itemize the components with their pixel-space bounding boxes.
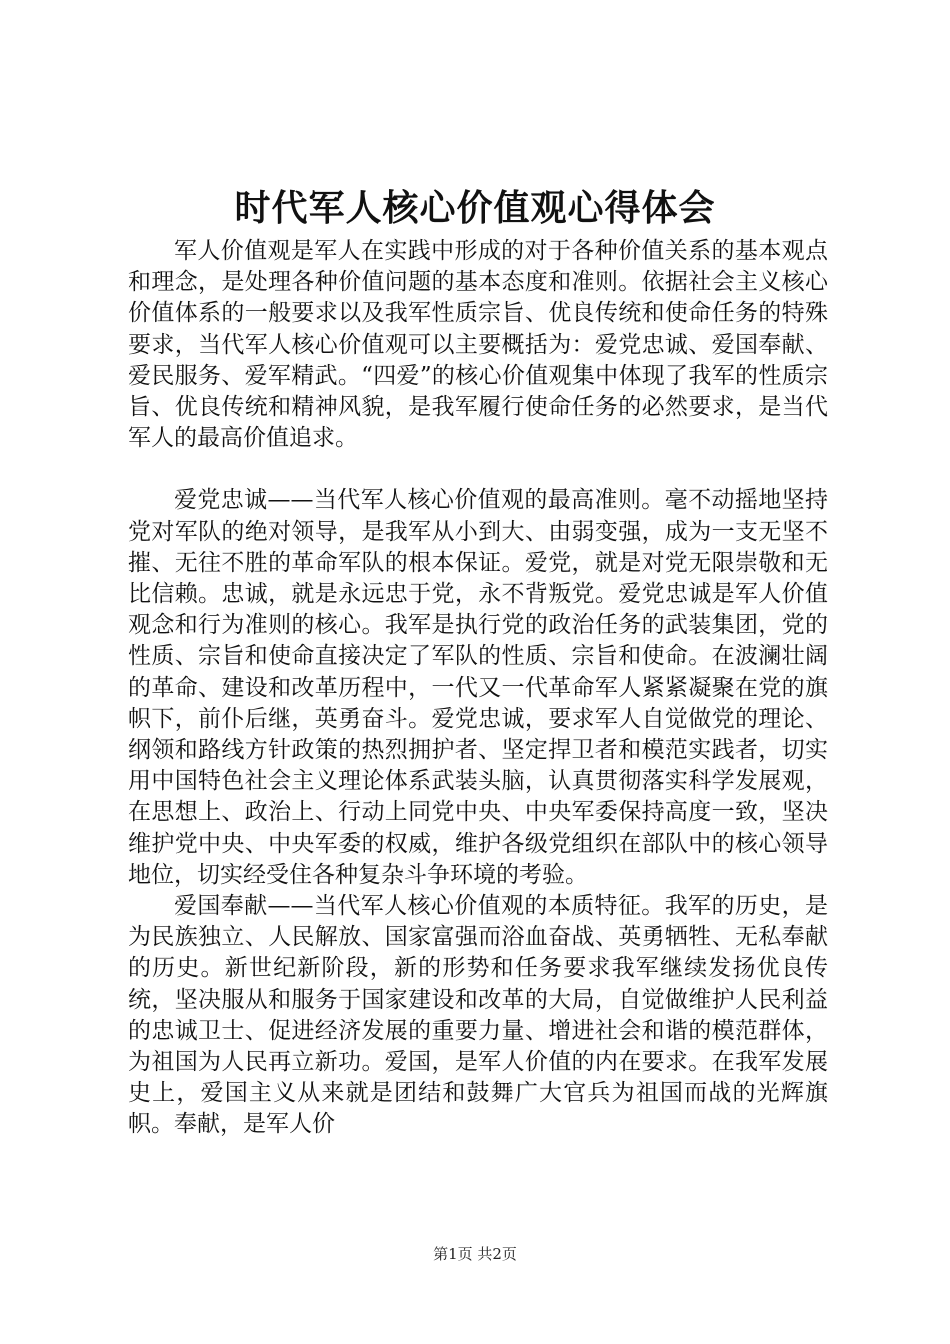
paragraph-love-party: 爱党忠诚——当代军人核心价值观的最高准则。毫不动摇地坚持党对军队的绝对领导，是我军从小到大、由弱变强，成为一支无坚不摧、无往不胜的革命军队的根本保证。爱党，就是对党无限崇敬和无比信赖。忠诚，就是永远忠于党，永不背叛党。爱党忠诚是军人价值观念和行为准则的核心。我军是执行党的政治任务的武装集团，党的性质、宗旨和使命直接决定了军队的性质、宗旨和使命。在波澜壮阔的革命、建设和改革历程中，一代又一代革命军人紧紧凝聚在党的旗帜下，前仆后继，英勇奋斗。爱党忠诚，要求军人自觉做党的理论、纲领和路线方针政策的热烈拥护者、坚定捍卫者和模范实践者，切实用中国特色社会主义理论体系武装头脑，认真贯彻落实科学发展观，在思想上、政治上、行动上同党中央、中央军委保持高度一致，坚决维护党中央、中央军委的权威，维护各级党组织在部队中的核心领导地位，切实经受住各种复杂斗争环境的考验。 — [128, 487, 828, 888]
document-body — [128, 236, 828, 1141]
paragraph-love-country: 爱国奉献——当代军人核心价值观的本质特征。我军的历史，是为民族独立、人民解放、国家富强而浴血奋战、英勇牺牲、无私奉献的历史。新世纪新阶段，新的形势和任务要求我军继续发扬优良传统，坚决服从和服务于国家建设和改革的大局，自觉做维护人民利益的忠诚卫士、促进经济发展的重要力量、增进社会和谐的模范群体，为祖国为人民再立新功。爱国，是军人价值的内在要求。在我军发展史上，爱国主义从来就是团结和鼓舞广大官兵为祖国而战的光辉旗帜。奉献，是军人价 — [128, 893, 828, 1138]
paragraph-intro: 军人价值观是军人在实践中形成的对于各种价值关系的基本观点和理念，是处理各种价值问题的基本态度和准则。依据社会主义核心价值体系的一般要求以及我军性质宗旨、优良传统和使命任务的特殊要求，当代军人核心价值观可以主要概括为：爱党忠诚、爱国奉献、爱民服务、爱军精武。“四爱”的核心价值观集中体现了我军的性质宗旨、优良传统和精神风貌，是我军履行使命任务的必然要求，是当代军人的最高价值追求。 — [128, 238, 828, 452]
page-footer: 第1页 共2页 — [433, 1245, 517, 1263]
document-title: 时代军人核心价值观心得体会 — [234, 187, 716, 229]
